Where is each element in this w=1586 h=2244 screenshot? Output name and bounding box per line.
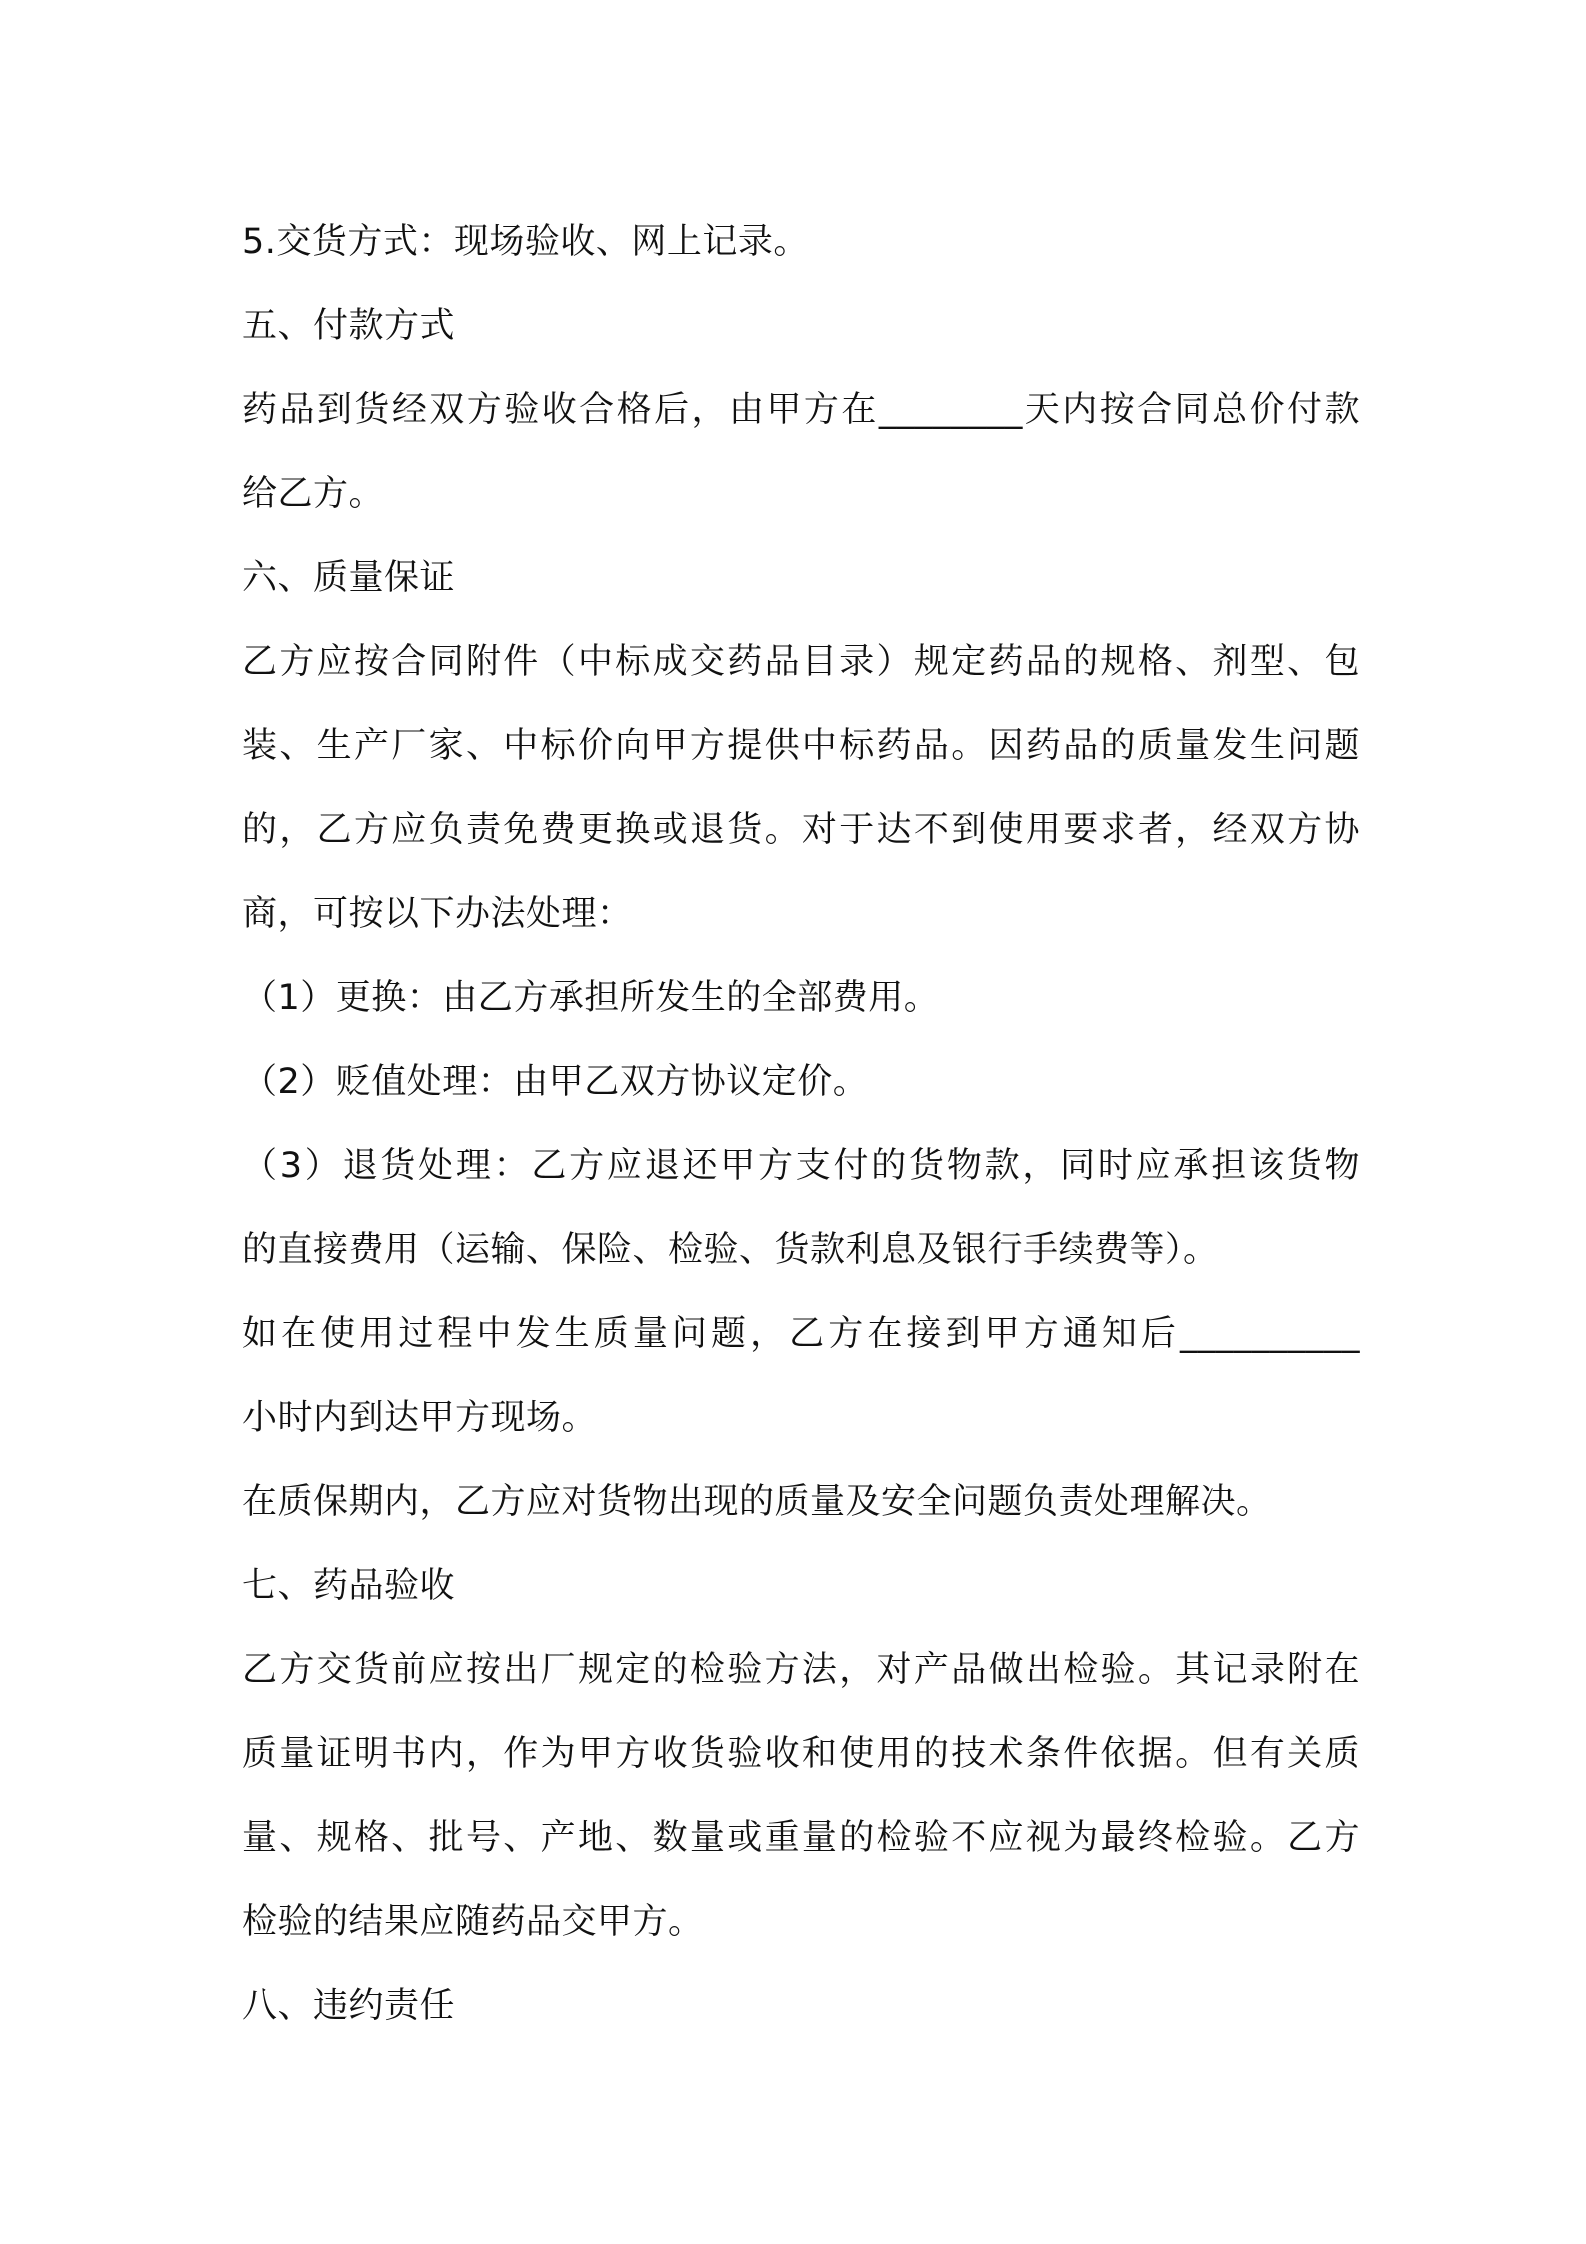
paragraph-payment-line-2: 给乙方。 [242, 474, 385, 514]
paragraph-quality-line-2: 装、生产厂家、中标价向甲方提供中标药品。因药品的质量发生问题 [242, 726, 1360, 766]
list-item-return-line-2: 的直接费用（运输、保险、检验、货款利息及银行手续费等）。 [242, 1230, 1219, 1270]
paragraph-acceptance-line-3: 量、规格、批号、产地、数量或重量的检验不应视为最终检验。乙方 [242, 1818, 1360, 1858]
list-item-replacement: （1）更换：由乙方承担所发生的全部费用。 [242, 978, 940, 1018]
paragraph-payment-line-1: 药品到货经双方验收合格后，由甲方在________天内按合同总价付款 [242, 390, 1360, 430]
paragraph-acceptance-line-1: 乙方交货前应按出厂规定的检验方法，对产品做出检验。其记录附在 [242, 1650, 1360, 1690]
section-heading-acceptance: 七、药品验收 [242, 1566, 456, 1606]
list-item-depreciation: （2）贬值处理：由甲乙双方协议定价。 [242, 1062, 869, 1102]
section-heading-quality-guarantee: 六、质量保证 [242, 558, 456, 598]
clause-delivery-method: 5.交货方式：现场验收、网上记录。 [242, 222, 809, 262]
paragraph-acceptance-line-2: 质量证明书内，作为甲方收货验收和使用的技术条件依据。但有关质 [242, 1734, 1360, 1774]
paragraph-onsite-line-1: 如在使用过程中发生质量问题，乙方在接到甲方通知后__________ [242, 1314, 1360, 1354]
section-heading-payment: 五、付款方式 [242, 306, 456, 346]
paragraph-acceptance-line-4: 检验的结果应随药品交甲方。 [242, 1902, 704, 1942]
section-heading-liability: 八、违约责任 [242, 1986, 456, 2026]
list-item-return-line-1: （3）退货处理：乙方应退还甲方支付的货物款，同时应承担该货物 [242, 1146, 1360, 1186]
paragraph-onsite-line-2: 小时内到达甲方现场。 [242, 1398, 598, 1438]
paragraph-quality-line-3: 的，乙方应负责免费更换或退货。对于达不到使用要求者，经双方协 [242, 810, 1360, 850]
paragraph-quality-line-4: 商，可按以下办法处理： [242, 894, 633, 934]
paragraph-warranty: 在质保期内，乙方应对货物出现的质量及安全问题负责处理解决。 [242, 1482, 1272, 1522]
document-body [242, 200, 1360, 2048]
paragraph-quality-line-1: 乙方应按合同附件（中标成交药品目录）规定药品的规格、剂型、包 [242, 642, 1360, 682]
